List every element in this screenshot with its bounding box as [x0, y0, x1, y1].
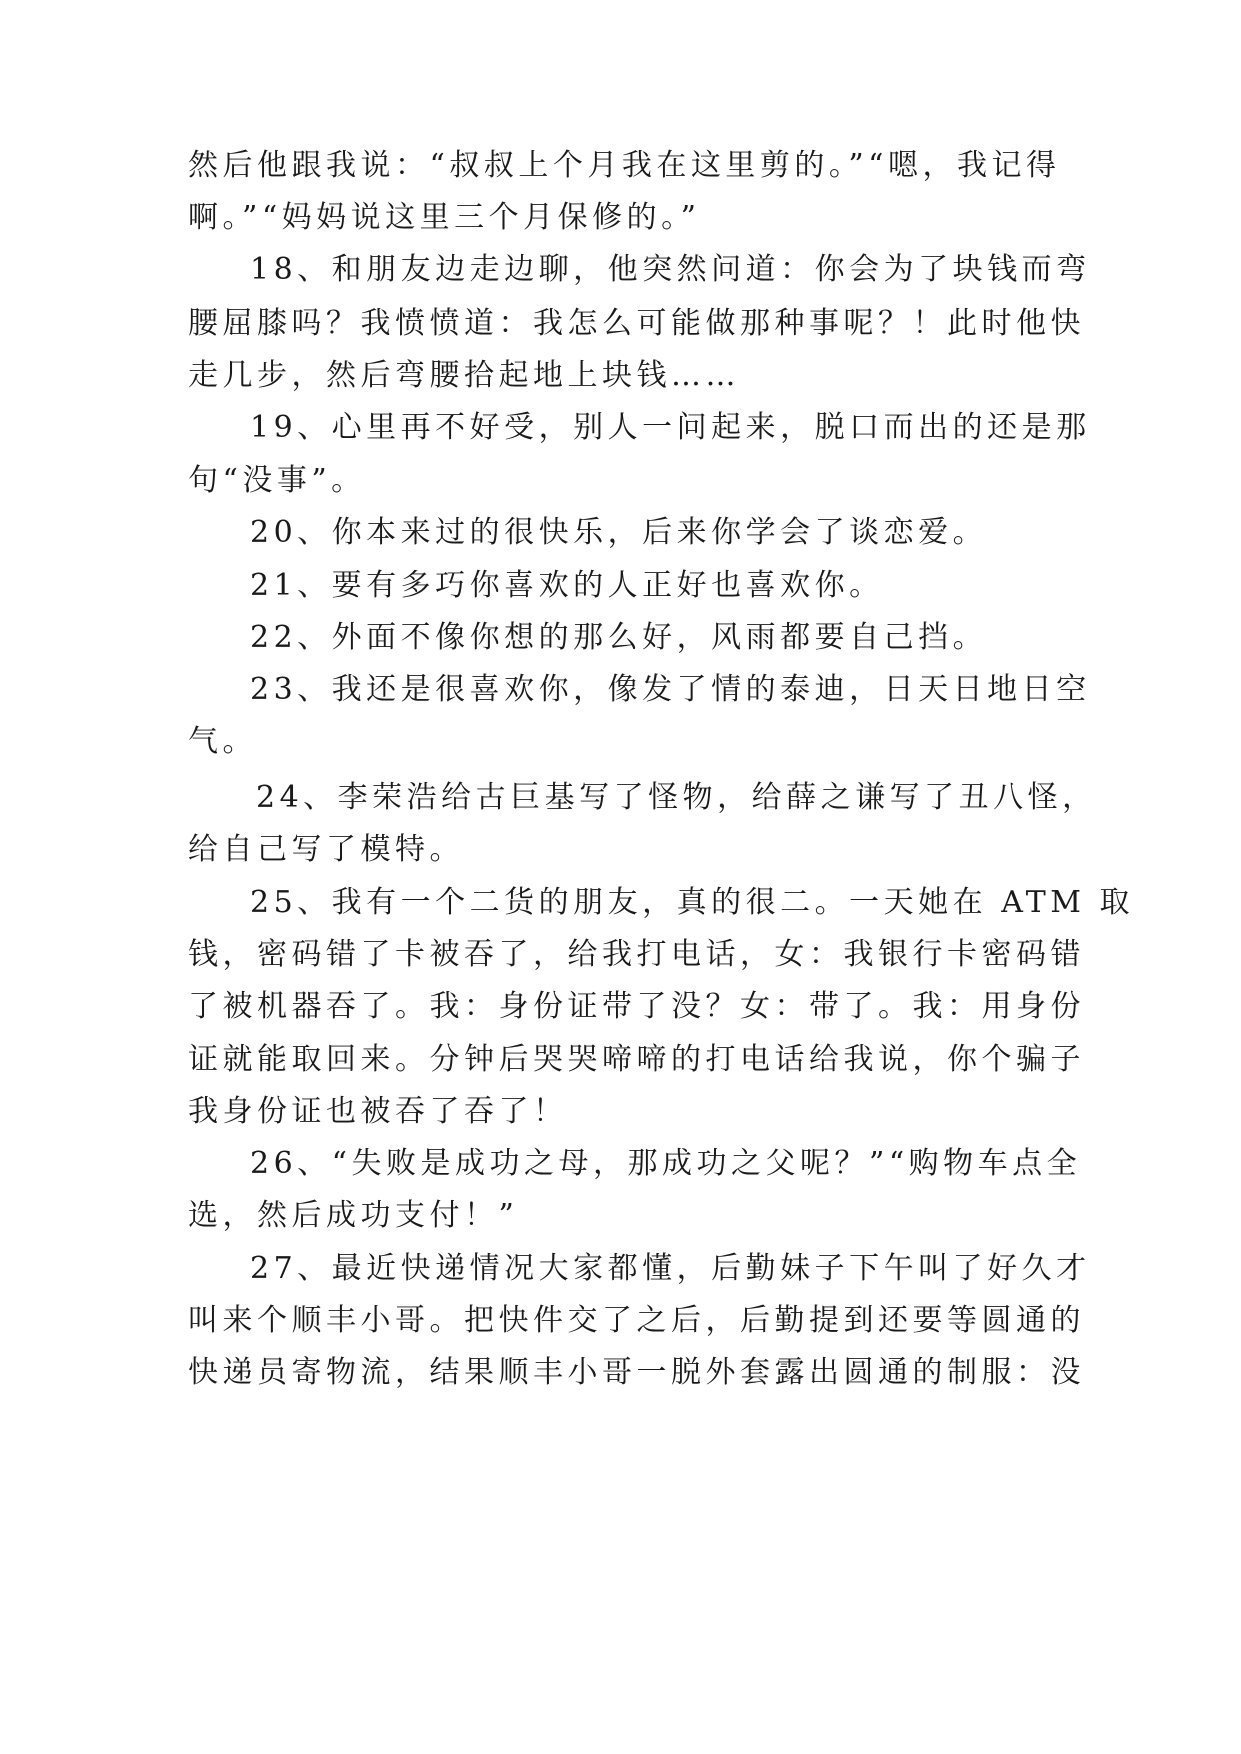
text-line: 钱，密码错了卡被吞了，给我打电话，女：我银行卡密码错 — [188, 937, 1085, 972]
text-line: 证就能取回来。分钟后哭哭啼啼的打电话给我说，你个骗子 — [188, 1042, 1085, 1077]
paragraph-23-line: 23、我还是很喜欢你，像发了情的泰迪，日天日地日空 — [250, 672, 1091, 707]
text-line: 走几步，然后弯腰拾起地上块钱…… — [188, 358, 740, 393]
paragraph-25-line: 25、我有一个二货的朋友，真的很二。一天她在 ATM 取 — [250, 885, 1134, 920]
paragraph-26-line: 26、“失败是成功之母，那成功之父呢？”“购物车点全 — [250, 1146, 1082, 1181]
paragraph-27-line: 27、最近快递情况大家都懂，后勤妹子下午叫了好久才 — [250, 1251, 1091, 1286]
text-line: 气。 — [188, 724, 257, 759]
text-line: 然后他跟我说：“叔叔上个月我在这里剪的。”“嗯，我记得 — [188, 148, 1061, 183]
paragraph-20-line: 20、你本来过的很快乐，后来你学会了谈恋爱。 — [250, 515, 988, 550]
paragraph-18-line: 18、和朋友边走边聊，他突然问道：你会为了块钱而弯 — [250, 252, 1091, 287]
text-line: 给自己写了模特。 — [188, 832, 464, 867]
text-line: 句“没事”。 — [188, 463, 366, 498]
text-line: 了被机器吞了。我：身份证带了没？女：带了。我：用身份 — [188, 989, 1085, 1024]
text-line: 叫来个顺丰小哥。把快件交了之后，后勤提到还要等圆通的 — [188, 1303, 1085, 1338]
text-line: 选，然后成功支付！” — [188, 1198, 519, 1233]
text-line: 我身份证也被吞了吞了！ — [188, 1094, 568, 1129]
text-line: 啊。”“妈妈说这里三个月保修的。” — [188, 200, 701, 235]
text-line: 腰屈膝吗？我愤愤道：我怎么可能做那种事呢？！此时他快 — [188, 306, 1085, 341]
text-line: 快递员寄物流，结果顺丰小哥一脱外套露出圆通的制服：没 — [188, 1355, 1085, 1390]
paragraph-24-line: 24、李荣浩给古巨基写了怪物，给薛之谦写了丑八怪， — [256, 780, 1097, 815]
paragraph-22-line: 22、外面不像你想的那么好，风雨都要自己挡。 — [250, 620, 988, 655]
paragraph-19-line: 19、心里再不好受，别人一问起来，脱口而出的还是那 — [250, 410, 1091, 445]
paragraph-21-line: 21、要有多巧你喜欢的人正好也喜欢你。 — [250, 568, 884, 603]
